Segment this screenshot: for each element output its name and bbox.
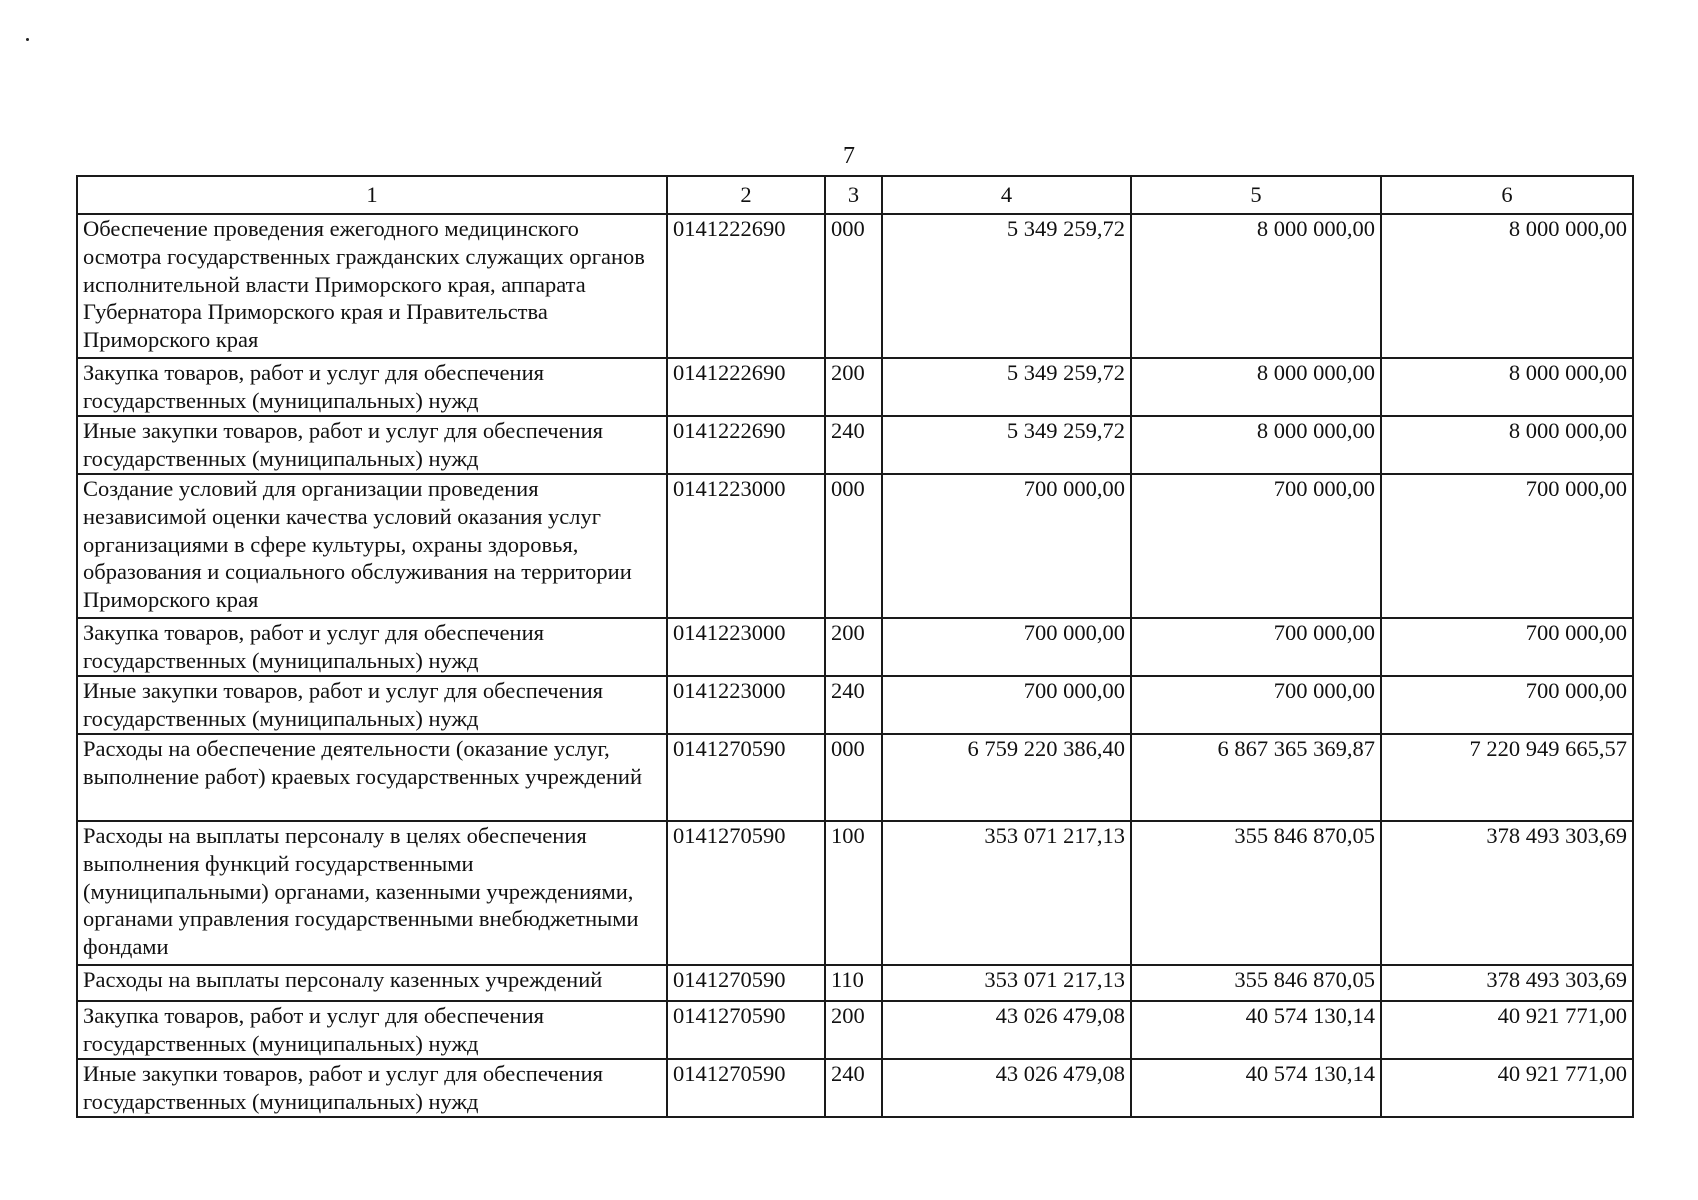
amount-col-5: 700 000,00: [1131, 474, 1381, 618]
amount-col-6: 7 220 949 665,57: [1381, 734, 1633, 821]
expense-name: Обеспечение проведения ежегодного медицинского осмотра государственных гражданских служащих органов исполнительной власти Приморского края, аппарата Губернатора Приморского края и Правительства Приморского края: [77, 214, 667, 358]
table-row: [77, 676, 1633, 734]
table-row: [77, 416, 1633, 474]
amount-col-4: 5 349 259,72: [882, 214, 1131, 358]
target-article-code: 0141223000: [667, 474, 825, 618]
expense-name: Создание условий для организации проведения независимой оценки качества условий оказания услуг организациями в сфере культуры, охраны здоровья, образования и социального обслуживания на территории Приморского края: [77, 474, 667, 618]
expense-name: Иные закупки товаров, работ и услуг для обеспечения государственных (муниципальных) нужд: [77, 1059, 667, 1117]
target-article-code: 0141270590: [667, 821, 825, 965]
column-header: 3: [825, 176, 882, 214]
expense-type-code: 110: [825, 965, 882, 1001]
amount-col-6: 700 000,00: [1381, 676, 1633, 734]
amount-col-4: 43 026 479,08: [882, 1001, 1131, 1059]
amount-col-6: 40 921 771,00: [1381, 1001, 1633, 1059]
amount-col-5: 40 574 130,14: [1131, 1001, 1381, 1059]
expense-type-code: 000: [825, 474, 882, 618]
amount-col-4: 700 000,00: [882, 676, 1131, 734]
column-header: 5: [1131, 176, 1381, 214]
amount-col-6: 700 000,00: [1381, 474, 1633, 618]
table-row: [77, 618, 1633, 676]
table-row: [77, 734, 1633, 821]
table-row: [77, 821, 1633, 965]
amount-col-6: 8 000 000,00: [1381, 358, 1633, 416]
page-number: 7: [843, 143, 855, 169]
target-article-code: 0141270590: [667, 1001, 825, 1059]
column-header: 1: [77, 176, 667, 214]
target-article-code: 0141270590: [667, 1059, 825, 1117]
column-header: 4: [882, 176, 1131, 214]
amount-col-4: 353 071 217,13: [882, 821, 1131, 965]
amount-col-6: 40 921 771,00: [1381, 1059, 1633, 1117]
table-header-row: [77, 176, 1633, 214]
budget-table: [76, 175, 1634, 1118]
expense-name: Расходы на выплаты персоналу казенных учреждений: [77, 965, 667, 1001]
amount-col-6: 8 000 000,00: [1381, 416, 1633, 474]
amount-col-4: 353 071 217,13: [882, 965, 1131, 1001]
target-article-code: 0141222690: [667, 214, 825, 358]
expense-name: Иные закупки товаров, работ и услуг для обеспечения государственных (муниципальных) нужд: [77, 676, 667, 734]
table-row: [77, 965, 1633, 1001]
target-article-code: 0141223000: [667, 676, 825, 734]
amount-col-4: 43 026 479,08: [882, 1059, 1131, 1117]
scan-speck: [26, 38, 29, 41]
target-article-code: 0141222690: [667, 358, 825, 416]
amount-col-6: 378 493 303,69: [1381, 821, 1633, 965]
amount-col-5: 8 000 000,00: [1131, 214, 1381, 358]
amount-col-5: 40 574 130,14: [1131, 1059, 1381, 1117]
amount-col-6: 8 000 000,00: [1381, 214, 1633, 358]
expense-name: Закупка товаров, работ и услуг для обеспечения государственных (муниципальных) нужд: [77, 358, 667, 416]
expense-type-code: 240: [825, 416, 882, 474]
column-header: 6: [1381, 176, 1633, 214]
amount-col-4: 5 349 259,72: [882, 358, 1131, 416]
amount-col-4: 700 000,00: [882, 474, 1131, 618]
expense-name: Закупка товаров, работ и услуг для обеспечения государственных (муниципальных) нужд: [77, 618, 667, 676]
amount-col-5: 355 846 870,05: [1131, 821, 1381, 965]
expense-type-code: 240: [825, 676, 882, 734]
expense-name: Расходы на выплаты персоналу в целях обеспечения выполнения функций государственными (муниципальными) органами, казенными учреждениями, органами управления государственными внебюджетными фондами: [77, 821, 667, 965]
target-article-code: 0141270590: [667, 734, 825, 821]
amount-col-4: 700 000,00: [882, 618, 1131, 676]
target-article-code: 0141270590: [667, 965, 825, 1001]
amount-col-4: 5 349 259,72: [882, 416, 1131, 474]
amount-col-5: 8 000 000,00: [1131, 416, 1381, 474]
amount-col-5: 355 846 870,05: [1131, 965, 1381, 1001]
target-article-code: 0141223000: [667, 618, 825, 676]
amount-col-5: 8 000 000,00: [1131, 358, 1381, 416]
expense-name: Иные закупки товаров, работ и услуг для обеспечения государственных (муниципальных) нужд: [77, 416, 667, 474]
expense-type-code: 000: [825, 214, 882, 358]
expense-type-code: 200: [825, 358, 882, 416]
expense-type-code: 200: [825, 1001, 882, 1059]
column-header: 2: [667, 176, 825, 214]
expense-type-code: 240: [825, 1059, 882, 1117]
target-article-code: 0141222690: [667, 416, 825, 474]
amount-col-4: 6 759 220 386,40: [882, 734, 1131, 821]
table-row: [77, 474, 1633, 618]
amount-col-6: 700 000,00: [1381, 618, 1633, 676]
expense-type-code: 100: [825, 821, 882, 965]
expense-name: Расходы на обеспечение деятельности (оказание услуг, выполнение работ) краевых государственных учреждений: [77, 734, 667, 821]
table-row: [77, 1059, 1633, 1117]
expense-name: Закупка товаров, работ и услуг для обеспечения государственных (муниципальных) нужд: [77, 1001, 667, 1059]
table-row: [77, 1001, 1633, 1059]
amount-col-6: 378 493 303,69: [1381, 965, 1633, 1001]
amount-col-5: 700 000,00: [1131, 618, 1381, 676]
amount-col-5: 700 000,00: [1131, 676, 1381, 734]
amount-col-5: 6 867 365 369,87: [1131, 734, 1381, 821]
expense-type-code: 200: [825, 618, 882, 676]
table-row: [77, 214, 1633, 358]
table-row: [77, 358, 1633, 416]
expense-type-code: 000: [825, 734, 882, 821]
